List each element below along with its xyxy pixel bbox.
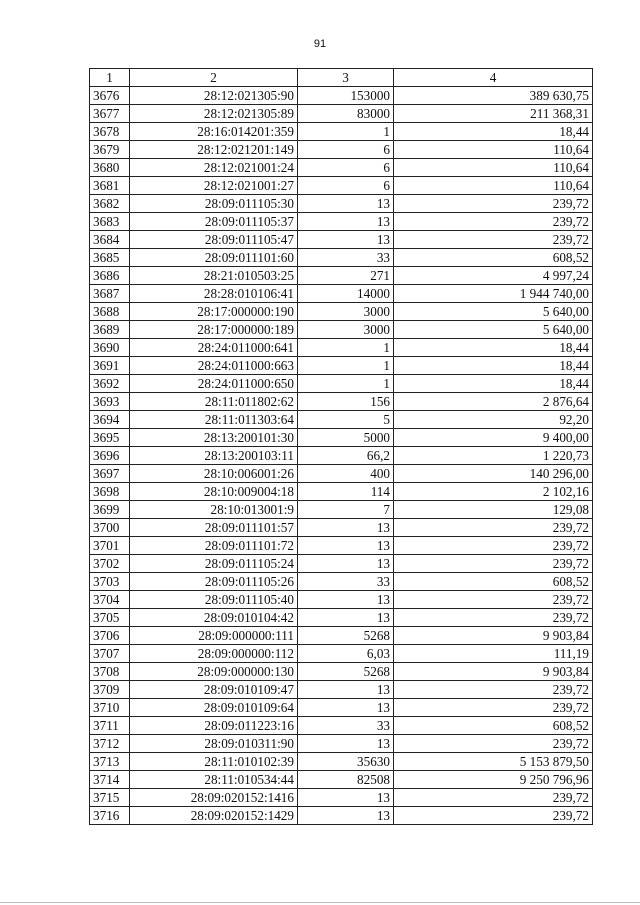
value-cell: 18,44 [394, 339, 593, 357]
value-cell: 239,72 [394, 195, 593, 213]
row-number-cell: 3708 [90, 663, 130, 681]
table-row [90, 375, 593, 393]
cadastral-number-cell: 28:09:011105:37 [130, 213, 298, 231]
table-body [90, 87, 593, 825]
table-row [90, 663, 593, 681]
value-cell: 211 368,31 [394, 105, 593, 123]
cadastral-number-cell: 28:09:020152:1416 [130, 789, 298, 807]
value-cell: 239,72 [394, 591, 593, 609]
value-cell: 239,72 [394, 231, 593, 249]
table-row [90, 789, 593, 807]
column-header-2: 2 [130, 69, 298, 87]
page-number: 91 [313, 38, 327, 50]
cadastral-number-cell: 28:12:021201:149 [130, 141, 298, 159]
value-cell: 18,44 [394, 123, 593, 141]
header-row [90, 69, 593, 87]
row-number-cell: 3698 [90, 483, 130, 501]
scan-edge-line [0, 902, 640, 903]
value-cell: 2 102,16 [394, 483, 593, 501]
table-row [90, 177, 593, 195]
table-row [90, 285, 593, 303]
value-cell: 110,64 [394, 141, 593, 159]
area-cell: 13 [298, 195, 394, 213]
value-cell: 9 903,84 [394, 627, 593, 645]
area-cell: 6 [298, 177, 394, 195]
value-cell: 239,72 [394, 681, 593, 699]
table-row [90, 717, 593, 735]
cadastral-number-cell: 28:11:010102:39 [130, 753, 298, 771]
cadastral-number-cell: 28:11:010534:44 [130, 771, 298, 789]
area-cell: 6 [298, 159, 394, 177]
cadastral-number-cell: 28:09:011105:26 [130, 573, 298, 591]
area-cell: 13 [298, 735, 394, 753]
value-cell: 239,72 [394, 519, 593, 537]
value-cell: 18,44 [394, 375, 593, 393]
cadastral-number-cell: 28:24:011000:663 [130, 357, 298, 375]
area-cell: 153000 [298, 87, 394, 105]
value-cell: 239,72 [394, 699, 593, 717]
row-number-cell: 3715 [90, 789, 130, 807]
row-number-cell: 3693 [90, 393, 130, 411]
row-number-cell: 3677 [90, 105, 130, 123]
row-number-cell: 3691 [90, 357, 130, 375]
row-number-cell: 3702 [90, 555, 130, 573]
area-cell: 13 [298, 555, 394, 573]
table-row [90, 699, 593, 717]
row-number-cell: 3685 [90, 249, 130, 267]
table-row [90, 249, 593, 267]
cadastral-number-cell: 28:09:010109:47 [130, 681, 298, 699]
value-cell: 608,52 [394, 573, 593, 591]
row-number-cell: 3684 [90, 231, 130, 249]
table-row [90, 573, 593, 591]
cadastral-number-cell: 28:09:011101:60 [130, 249, 298, 267]
table-row [90, 681, 593, 699]
table-row [90, 159, 593, 177]
table-row [90, 411, 593, 429]
column-header-4: 4 [394, 69, 593, 87]
area-cell: 156 [298, 393, 394, 411]
table-row [90, 771, 593, 789]
value-cell: 5 640,00 [394, 303, 593, 321]
area-cell: 83000 [298, 105, 394, 123]
value-cell: 1 220,73 [394, 447, 593, 465]
row-number-cell: 3682 [90, 195, 130, 213]
row-number-cell: 3681 [90, 177, 130, 195]
row-number-cell: 3678 [90, 123, 130, 141]
area-cell: 271 [298, 267, 394, 285]
area-cell: 6 [298, 141, 394, 159]
row-number-cell: 3705 [90, 609, 130, 627]
cadastral-number-cell: 28:09:011101:57 [130, 519, 298, 537]
cadastral-number-cell: 28:09:000000:112 [130, 645, 298, 663]
area-cell: 5268 [298, 663, 394, 681]
table-row [90, 123, 593, 141]
area-cell: 1 [298, 123, 394, 141]
cadastral-number-cell: 28:10:006001:26 [130, 465, 298, 483]
area-cell: 35630 [298, 753, 394, 771]
table-row [90, 267, 593, 285]
row-number-cell: 3711 [90, 717, 130, 735]
cadastral-number-cell: 28:12:021305:89 [130, 105, 298, 123]
area-cell: 13 [298, 519, 394, 537]
cadastral-number-cell: 28:21:010503:25 [130, 267, 298, 285]
cadastral-number-cell: 28:24:011000:641 [130, 339, 298, 357]
row-number-cell: 3697 [90, 465, 130, 483]
row-number-cell: 3695 [90, 429, 130, 447]
area-cell: 13 [298, 591, 394, 609]
value-cell: 9 250 796,96 [394, 771, 593, 789]
area-cell: 66,2 [298, 447, 394, 465]
cadastral-number-cell: 28:24:011000:650 [130, 375, 298, 393]
row-number-cell: 3686 [90, 267, 130, 285]
row-number-cell: 3710 [90, 699, 130, 717]
value-cell: 4 997,24 [394, 267, 593, 285]
table-row [90, 321, 593, 339]
table-row [90, 501, 593, 519]
table-row [90, 87, 593, 105]
area-cell: 13 [298, 537, 394, 555]
area-cell: 33 [298, 249, 394, 267]
value-cell: 239,72 [394, 537, 593, 555]
cadastral-number-cell: 28:09:000000:130 [130, 663, 298, 681]
row-number-cell: 3683 [90, 213, 130, 231]
cadastral-number-cell: 28:09:011105:30 [130, 195, 298, 213]
table-row [90, 339, 593, 357]
cadastral-number-cell: 28:17:000000:190 [130, 303, 298, 321]
value-cell: 389 630,75 [394, 87, 593, 105]
cadastral-number-cell: 28:09:010311:90 [130, 735, 298, 753]
cadastral-table [89, 68, 593, 825]
value-cell: 111,19 [394, 645, 593, 663]
cadastral-number-cell: 28:09:011105:47 [130, 231, 298, 249]
value-cell: 18,44 [394, 357, 593, 375]
table-row [90, 591, 593, 609]
cadastral-number-cell: 28:13:200101:30 [130, 429, 298, 447]
area-cell: 114 [298, 483, 394, 501]
table-row [90, 735, 593, 753]
value-cell: 110,64 [394, 159, 593, 177]
row-number-cell: 3679 [90, 141, 130, 159]
table-row [90, 357, 593, 375]
value-cell: 9 903,84 [394, 663, 593, 681]
table-row [90, 609, 593, 627]
cadastral-number-cell: 28:12:021001:27 [130, 177, 298, 195]
area-cell: 1 [298, 339, 394, 357]
area-cell: 5268 [298, 627, 394, 645]
row-number-cell: 3707 [90, 645, 130, 663]
table-row [90, 627, 593, 645]
cadastral-number-cell: 28:09:020152:1429 [130, 807, 298, 825]
value-cell: 140 296,00 [394, 465, 593, 483]
row-number-cell: 3713 [90, 753, 130, 771]
value-cell: 2 876,64 [394, 393, 593, 411]
area-cell: 13 [298, 699, 394, 717]
value-cell: 9 400,00 [394, 429, 593, 447]
table-row [90, 141, 593, 159]
cadastral-number-cell: 28:17:000000:189 [130, 321, 298, 339]
table-row [90, 105, 593, 123]
row-number-cell: 3712 [90, 735, 130, 753]
value-cell: 129,08 [394, 501, 593, 519]
area-cell: 33 [298, 573, 394, 591]
row-number-cell: 3680 [90, 159, 130, 177]
value-cell: 239,72 [394, 213, 593, 231]
table-row [90, 231, 593, 249]
cadastral-number-cell: 28:09:010104:42 [130, 609, 298, 627]
value-cell: 1 944 740,00 [394, 285, 593, 303]
area-cell: 14000 [298, 285, 394, 303]
area-cell: 7 [298, 501, 394, 519]
value-cell: 608,52 [394, 249, 593, 267]
column-header-1: 1 [90, 69, 130, 87]
row-number-cell: 3716 [90, 807, 130, 825]
table-row [90, 645, 593, 663]
cadastral-number-cell: 28:09:010109:64 [130, 699, 298, 717]
table-row [90, 465, 593, 483]
column-header-3: 3 [298, 69, 394, 87]
table-row [90, 753, 593, 771]
area-cell: 82508 [298, 771, 394, 789]
cadastral-number-cell: 28:28:010106:41 [130, 285, 298, 303]
table-row [90, 483, 593, 501]
row-number-cell: 3690 [90, 339, 130, 357]
cadastral-number-cell: 28:11:011303:64 [130, 411, 298, 429]
area-cell: 13 [298, 609, 394, 627]
table-row [90, 447, 593, 465]
value-cell: 5 640,00 [394, 321, 593, 339]
row-number-cell: 3696 [90, 447, 130, 465]
value-cell: 5 153 879,50 [394, 753, 593, 771]
value-cell: 239,72 [394, 807, 593, 825]
row-number-cell: 3694 [90, 411, 130, 429]
area-cell: 13 [298, 681, 394, 699]
cadastral-number-cell: 28:10:009004:18 [130, 483, 298, 501]
area-cell: 13 [298, 789, 394, 807]
table-header [90, 69, 593, 87]
row-number-cell: 3692 [90, 375, 130, 393]
area-cell: 1 [298, 357, 394, 375]
area-cell: 3000 [298, 303, 394, 321]
table-row [90, 303, 593, 321]
cadastral-number-cell: 28:09:011223:16 [130, 717, 298, 735]
value-cell: 239,72 [394, 555, 593, 573]
row-number-cell: 3700 [90, 519, 130, 537]
value-cell: 239,72 [394, 789, 593, 807]
area-cell: 6,03 [298, 645, 394, 663]
cadastral-number-cell: 28:09:011105:40 [130, 591, 298, 609]
cadastral-number-cell: 28:12:021001:24 [130, 159, 298, 177]
row-number-cell: 3701 [90, 537, 130, 555]
table-row [90, 555, 593, 573]
value-cell: 239,72 [394, 735, 593, 753]
row-number-cell: 3688 [90, 303, 130, 321]
area-cell: 400 [298, 465, 394, 483]
area-cell: 5 [298, 411, 394, 429]
area-cell: 13 [298, 231, 394, 249]
area-cell: 13 [298, 807, 394, 825]
row-number-cell: 3699 [90, 501, 130, 519]
row-number-cell: 3709 [90, 681, 130, 699]
table-row [90, 213, 593, 231]
table-row [90, 393, 593, 411]
area-cell: 33 [298, 717, 394, 735]
area-cell: 13 [298, 213, 394, 231]
row-number-cell: 3703 [90, 573, 130, 591]
row-number-cell: 3704 [90, 591, 130, 609]
cadastral-number-cell: 28:13:200103:11 [130, 447, 298, 465]
row-number-cell: 3714 [90, 771, 130, 789]
row-number-cell: 3687 [90, 285, 130, 303]
cadastral-number-cell: 28:16:014201:359 [130, 123, 298, 141]
table-row [90, 807, 593, 825]
row-number-cell: 3689 [90, 321, 130, 339]
table-row [90, 429, 593, 447]
value-cell: 92,20 [394, 411, 593, 429]
cadastral-number-cell: 28:10:013001:9 [130, 501, 298, 519]
area-cell: 5000 [298, 429, 394, 447]
cadastral-number-cell: 28:09:000000:111 [130, 627, 298, 645]
table-row [90, 519, 593, 537]
value-cell: 110,64 [394, 177, 593, 195]
area-cell: 3000 [298, 321, 394, 339]
table-row [90, 195, 593, 213]
row-number-cell: 3706 [90, 627, 130, 645]
row-number-cell: 3676 [90, 87, 130, 105]
cadastral-number-cell: 28:11:011802:62 [130, 393, 298, 411]
value-cell: 239,72 [394, 609, 593, 627]
table-row [90, 537, 593, 555]
cadastral-number-cell: 28:09:011105:24 [130, 555, 298, 573]
cadastral-number-cell: 28:12:021305:90 [130, 87, 298, 105]
cadastral-number-cell: 28:09:011101:72 [130, 537, 298, 555]
area-cell: 1 [298, 375, 394, 393]
value-cell: 608,52 [394, 717, 593, 735]
